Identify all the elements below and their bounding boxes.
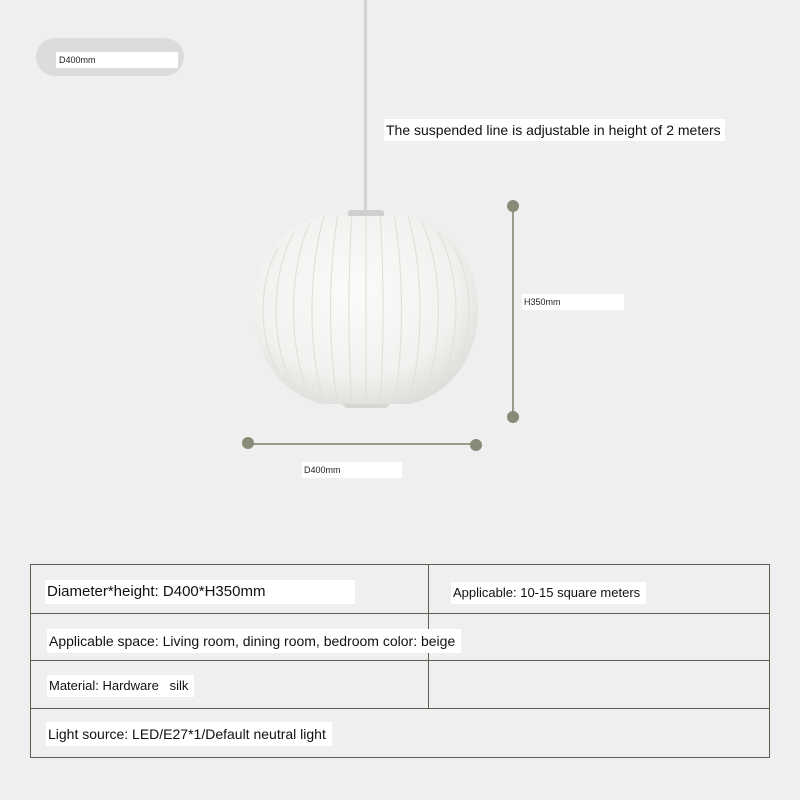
- diameter-left-marker: [242, 437, 254, 449]
- height-label: H350mm: [522, 294, 624, 310]
- diameter-right-marker: [470, 439, 482, 451]
- height-dimension-line: [512, 208, 514, 418]
- specs-row-divider: [31, 660, 769, 661]
- specs-row-divider: [31, 708, 769, 709]
- suspension-note: The suspended line is adjustable in height of 2 meters: [384, 119, 725, 141]
- specs-table: [30, 564, 770, 758]
- size-badge-label: D400mm: [56, 52, 178, 68]
- diameter-dimension-line: [248, 443, 476, 445]
- specs-row-divider: [31, 613, 769, 614]
- spec-applicable-space: Applicable space: Living room, dining room, bedroom color: beige: [47, 629, 461, 653]
- spec-light-source: Light source: LED/E27*1/Default neutral light: [46, 722, 332, 746]
- spec-applicable-area: Applicable: 10-15 square meters: [451, 582, 646, 604]
- spec-diameter-height: Diameter*height: D400*H350mm: [45, 580, 355, 604]
- suspension-cord: [364, 0, 367, 214]
- size-badge: [36, 38, 184, 76]
- lamp-shade-graphic: [252, 212, 480, 408]
- spec-material: Material: Hardware silk: [47, 675, 194, 697]
- height-top-marker: [507, 200, 519, 212]
- lamp-shade: [252, 212, 480, 408]
- height-bottom-marker: [507, 411, 519, 423]
- diameter-label: D400mm: [302, 462, 402, 478]
